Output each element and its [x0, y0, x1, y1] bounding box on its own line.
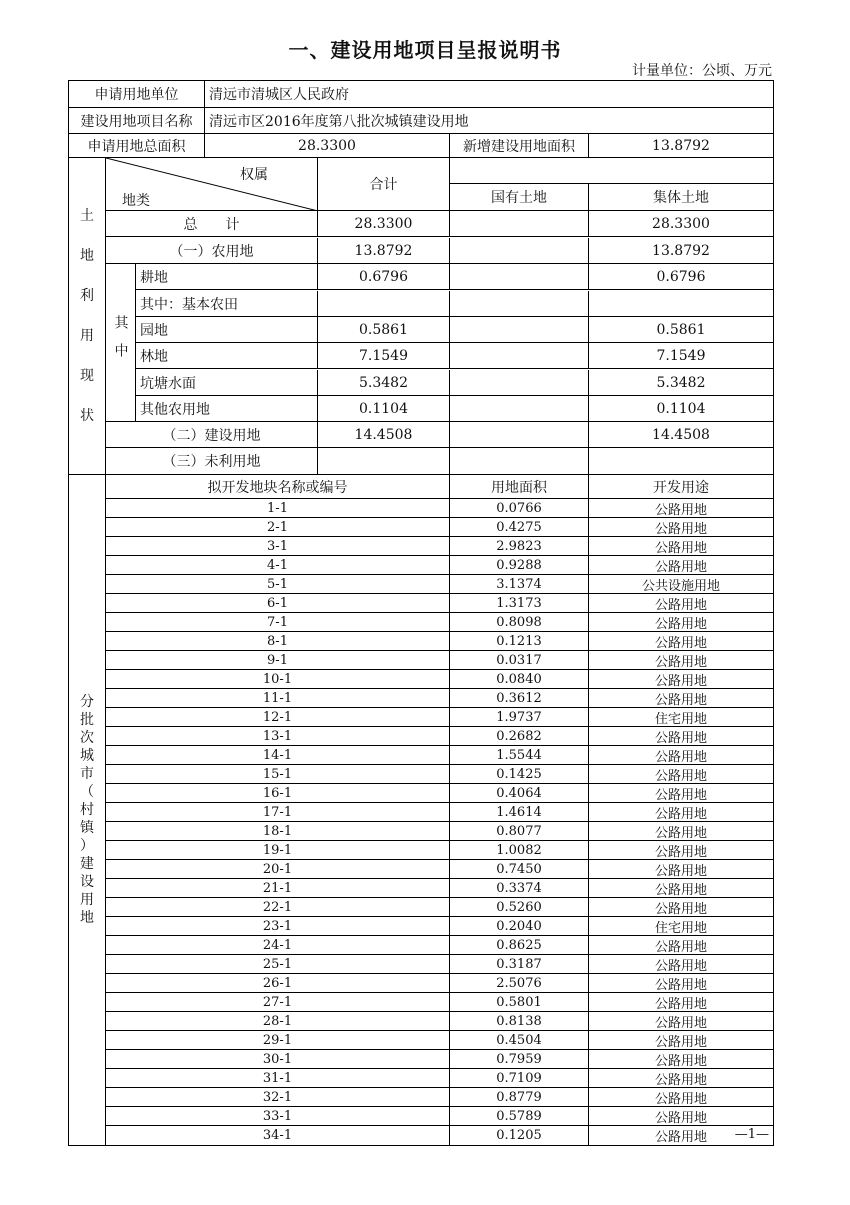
parcel-use-cell: 公路用地 [589, 822, 773, 841]
status-row-label: （三）未利用地 [106, 448, 318, 475]
status-row-label: 耕地 [136, 264, 318, 290]
parcel-use-cell: 公路用地 [589, 1050, 773, 1069]
parcel-id-cell: 28-1 [106, 1012, 450, 1031]
status-total-cell: 0.6796 [318, 264, 450, 290]
parcel-use-cell: 住宅用地 [589, 708, 773, 727]
parcel-use-cell: 公路用地 [589, 765, 773, 784]
status-row-label: 总 计 [106, 211, 318, 237]
parcel-area-cell: 1.5544 [450, 746, 589, 765]
status-collective-cell: 0.1104 [589, 396, 773, 422]
parcel-id-cell: 12-1 [106, 708, 450, 727]
parcel-area-cell: 0.7959 [450, 1050, 589, 1069]
parcel-area-cell: 2.9823 [450, 537, 589, 556]
project-label: 建设用地项目名称 [69, 108, 205, 134]
parcel-area-cell: 0.2682 [450, 727, 589, 746]
status-state-cell [450, 343, 589, 369]
parcels-side-label: 分 批 次 城 市 （ 村 镇 ） 建 设 用 地 [69, 475, 106, 1145]
category-label: 地类 [122, 193, 150, 209]
parcel-use-cell: 公路用地 [589, 1088, 773, 1107]
status-total-cell [318, 291, 450, 317]
status-state-cell [450, 264, 589, 290]
parcel-use-cell: 公路用地 [589, 556, 773, 575]
status-row-label: 其中：基本农田 [136, 291, 318, 317]
status-collective-cell: 5.3482 [589, 370, 773, 396]
parcel-id-cell: 8-1 [106, 632, 450, 651]
parcel-use-cell: 公路用地 [589, 689, 773, 708]
parcel-id-cell: 3-1 [106, 537, 450, 556]
status-state-cell [450, 422, 589, 448]
parcel-area-cell: 0.8138 [450, 1012, 589, 1031]
parcel-area-cell: 3.1374 [450, 575, 589, 594]
parcel-use-cell: 住宅用地 [589, 917, 773, 936]
parcel-area-cell: 0.2040 [450, 917, 589, 936]
category-header [106, 158, 318, 211]
parcel-use-cell: 公路用地 [589, 898, 773, 917]
parcel-id-cell: 21-1 [106, 879, 450, 898]
total-col-header: 合计 [318, 158, 450, 211]
parcel-id-cell: 5-1 [106, 575, 450, 594]
parcel-area-cell: 1.0082 [450, 841, 589, 860]
status-collective-cell [589, 448, 773, 475]
parcel-area-cell: 0.8779 [450, 1088, 589, 1107]
parcel-id-cell: 17-1 [106, 803, 450, 822]
applicant-label: 申请用地单位 [69, 81, 205, 108]
parcel-area-cell: 0.1213 [450, 632, 589, 651]
parcel-area-cell: 0.3374 [450, 879, 589, 898]
parcel-use-cell: 公路用地 [589, 936, 773, 955]
parcel-id-cell: 4-1 [106, 556, 450, 575]
status-row-label: 林地 [136, 343, 318, 369]
parcel-area-cell: 0.3187 [450, 955, 589, 974]
status-state-cell [450, 448, 589, 475]
parcel-area-cell: 0.0840 [450, 670, 589, 689]
parcel-id-cell: 16-1 [106, 784, 450, 803]
parcel-use-cell: 公路用地 [589, 651, 773, 670]
parcel-id-cell: 7-1 [106, 613, 450, 632]
parcel-use-cell: 公路用地 [589, 1012, 773, 1031]
status-row-label: 园地 [136, 317, 318, 343]
parcel-use-cell: 公路用地 [589, 670, 773, 689]
parcel-area-cell: 0.1205 [450, 1126, 589, 1145]
status-total-cell: 13.8792 [318, 238, 450, 264]
status-row-label: （一）农用地 [106, 238, 318, 264]
parcel-use-cell: 公共设施用地 [589, 575, 773, 594]
collective-col-header: 集体土地 [589, 184, 773, 211]
parcel-id-cell: 18-1 [106, 822, 450, 841]
status-state-cell [450, 211, 589, 237]
parcel-id-cell: 27-1 [106, 993, 450, 1012]
parcel-area-cell: 1.3173 [450, 594, 589, 613]
status-row-label: 其他农用地 [136, 396, 318, 422]
parcel-area-cell: 1.4614 [450, 803, 589, 822]
project-value: 清远市区2016年度第八批次城镇建设用地 [205, 108, 773, 134]
report-table [68, 80, 774, 1146]
status-collective-cell [589, 291, 773, 317]
status-collective-cell: 13.8792 [589, 238, 773, 264]
parcel-use-cell: 公路用地 [589, 955, 773, 974]
unit-note: 计量单位：公顷、万元 [632, 63, 772, 79]
new-area-value: 13.8792 [589, 134, 773, 158]
status-state-cell [450, 238, 589, 264]
status-total-cell: 0.5861 [318, 317, 450, 343]
parcel-area-cell: 0.8098 [450, 613, 589, 632]
parcel-area-cell: 0.5260 [450, 898, 589, 917]
parcel-use-cell: 公路用地 [589, 993, 773, 1012]
parcel-area-cell: 0.0317 [450, 651, 589, 670]
ownership-spacer [450, 158, 773, 184]
parcel-id-cell: 24-1 [106, 936, 450, 955]
ownership-label: 权属 [240, 167, 268, 183]
status-total-cell: 7.1549 [318, 343, 450, 369]
parcel-id-cell: 10-1 [106, 670, 450, 689]
parcel-use-cell: 公路用地 [589, 537, 773, 556]
parcel-id-cell: 34-1 [106, 1126, 450, 1145]
parcel-use-cell: 公路用地 [589, 613, 773, 632]
parcel-use-cell: 公路用地 [589, 879, 773, 898]
status-total-cell: 5.3482 [318, 370, 450, 396]
parcel-id-cell: 1-1 [106, 499, 450, 518]
status-row-label: 坑塘水面 [136, 370, 318, 396]
parcel-area-cell: 0.7450 [450, 860, 589, 879]
applicant-value: 清远市清城区人民政府 [205, 81, 773, 108]
parcel-area-cell: 0.9288 [450, 556, 589, 575]
status-collective-cell: 14.4508 [589, 422, 773, 448]
parcel-id-cell: 9-1 [106, 651, 450, 670]
parcel-use-cell: 公路用地 [654, 1130, 707, 1145]
status-row-label: （二）建设用地 [106, 422, 318, 448]
parcel-area-cell: 0.5789 [450, 1107, 589, 1126]
parcel-area-cell: 0.4064 [450, 784, 589, 803]
parcel-use-cell: 公路用地 [589, 1069, 773, 1088]
status-collective-cell: 7.1549 [589, 343, 773, 369]
parcel-name-header: 拟开发地块名称或编号 [106, 475, 450, 499]
parcel-area-header: 用地面积 [450, 475, 589, 499]
parcel-use-cell: 公路用地 [589, 594, 773, 613]
status-state-cell [450, 370, 589, 396]
qizhong-label: 其中 [106, 264, 136, 422]
parcel-use-cell: 公路用地 [589, 499, 773, 518]
parcel-id-cell: 23-1 [106, 917, 450, 936]
parcel-area-cell: 0.5801 [450, 993, 589, 1012]
status-state-cell [450, 396, 589, 422]
total-area-label: 申请用地总面积 [69, 134, 205, 158]
status-total-cell: 0.1104 [318, 396, 450, 422]
status-collective-cell: 0.5861 [589, 317, 773, 343]
parcel-use-cell: 公路用地 [589, 727, 773, 746]
parcel-use-header: 开发用途 [589, 475, 773, 499]
parcel-area-cell: 0.4504 [450, 1031, 589, 1050]
parcel-area-cell: 0.1425 [450, 765, 589, 784]
parcel-id-cell: 20-1 [106, 860, 450, 879]
parcel-id-cell: 29-1 [106, 1031, 450, 1050]
parcel-use-cell: 公路用地 [589, 803, 773, 822]
parcel-id-cell: 11-1 [106, 689, 450, 708]
parcel-area-cell: 0.8077 [450, 822, 589, 841]
parcel-id-cell: 33-1 [106, 1107, 450, 1126]
parcel-use-cell: 公路用地 [589, 784, 773, 803]
parcel-area-cell: 0.3612 [450, 689, 589, 708]
status-collective-cell: 28.3300 [589, 211, 773, 237]
parcel-id-cell: 31-1 [106, 1069, 450, 1088]
parcel-area-cell: 0.7109 [450, 1069, 589, 1088]
parcel-area-cell: 0.0766 [450, 499, 589, 518]
parcel-use-cell: 公路用地 [589, 632, 773, 651]
page-number: —1— [734, 1127, 769, 1142]
parcel-use-cell: 公路用地 [589, 1107, 773, 1126]
status-state-cell [450, 317, 589, 343]
land-status-side-label: 土 地 利 用 现 状 [69, 158, 106, 475]
parcel-area-cell: 0.4275 [450, 518, 589, 537]
parcel-id-cell: 19-1 [106, 841, 450, 860]
parcel-id-cell: 15-1 [106, 765, 450, 784]
parcel-id-cell: 26-1 [106, 974, 450, 993]
parcel-use-cell: 公路用地 [589, 974, 773, 993]
parcel-area-cell: 0.8625 [450, 936, 589, 955]
status-collective-cell: 0.6796 [589, 264, 773, 290]
parcel-area-cell: 2.5076 [450, 974, 589, 993]
parcel-id-cell: 32-1 [106, 1088, 450, 1107]
parcel-id-cell: 6-1 [106, 594, 450, 613]
status-total-cell [318, 448, 450, 475]
document-title: 一、建设用地项目呈报说明书 [288, 38, 562, 62]
parcel-use-cell: 公路用地 [589, 860, 773, 879]
parcel-use-cell: 公路用地 [589, 518, 773, 537]
parcel-use-cell: 公路用地 [589, 1031, 773, 1050]
status-total-cell: 28.3300 [318, 211, 450, 237]
parcel-id-cell: 30-1 [106, 1050, 450, 1069]
state-col-header: 国有土地 [450, 184, 589, 211]
parcel-id-cell: 14-1 [106, 746, 450, 765]
parcel-id-cell: 22-1 [106, 898, 450, 917]
parcel-id-cell: 13-1 [106, 727, 450, 746]
parcel-area-cell: 1.9737 [450, 708, 589, 727]
status-state-cell [450, 291, 589, 317]
parcel-id-cell: 25-1 [106, 955, 450, 974]
parcel-use-cell: 公路用地 [589, 746, 773, 765]
new-area-label: 新增建设用地面积 [450, 134, 589, 158]
status-total-cell: 14.4508 [318, 422, 450, 448]
parcel-id-cell: 2-1 [106, 518, 450, 537]
total-area-value: 28.3300 [205, 134, 450, 158]
parcel-use-cell: 公路用地 [589, 841, 773, 860]
